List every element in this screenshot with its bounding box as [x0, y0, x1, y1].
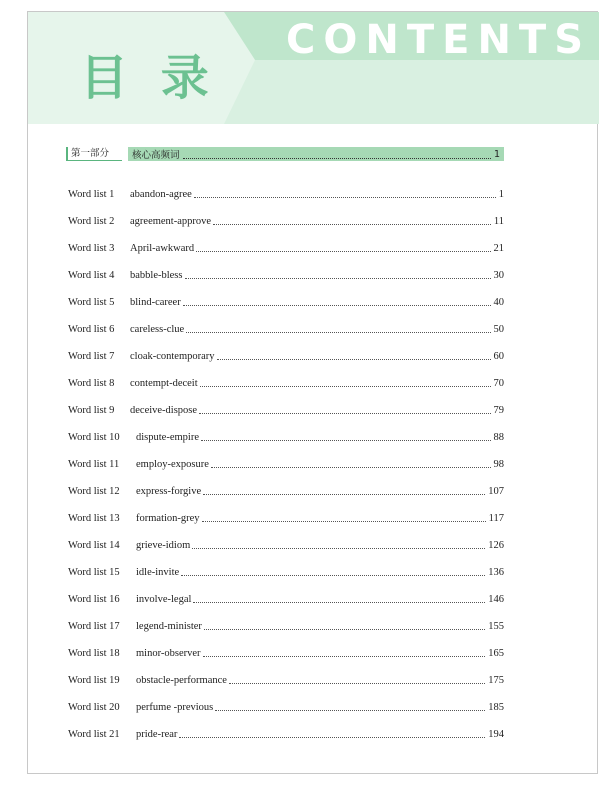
page-number: 30: [493, 270, 504, 281]
toc-entry[interactable]: [68, 350, 504, 364]
page-number: 126: [488, 540, 504, 551]
part-heading-row[interactable]: [66, 146, 504, 162]
page-number: 98: [493, 459, 504, 470]
leader-dots: [213, 224, 491, 225]
leader-dots: [186, 332, 490, 333]
toc-entry[interactable]: [68, 701, 504, 715]
toc-entry[interactable]: [68, 485, 504, 499]
toc-entry[interactable]: [68, 242, 504, 256]
word-list-label: Word list 6: [68, 324, 115, 335]
toc-entry[interactable]: [68, 647, 504, 661]
toc-entry[interactable]: [68, 323, 504, 337]
part-label: 第一部分: [66, 147, 122, 161]
leader-dots: [192, 548, 485, 549]
word-range: perfume -previous: [136, 702, 214, 713]
page-number: 146: [488, 594, 504, 605]
word-range: dispute-empire: [136, 432, 199, 443]
page-number: 136: [488, 567, 504, 578]
page-number: 185: [488, 702, 504, 713]
toc-entry[interactable]: [68, 404, 504, 418]
leader-dots: [202, 521, 486, 522]
page-number: 21: [493, 243, 504, 254]
toc-entry[interactable]: [68, 566, 504, 580]
toc-entry[interactable]: [68, 593, 504, 607]
part-page: 1: [493, 148, 500, 160]
page-number: 107: [488, 486, 504, 497]
word-range: agreement-approve: [130, 216, 212, 227]
leader-dots: [200, 386, 491, 387]
toc-entry[interactable]: [68, 539, 504, 553]
word-range: contempt-deceit: [130, 378, 198, 389]
leader-dots: [201, 440, 491, 441]
leader-dots: [196, 251, 490, 252]
page-number: 40: [493, 297, 504, 308]
word-range: idle-invite: [136, 567, 180, 578]
word-range: express-forgive: [136, 486, 202, 497]
leader-dots: [181, 575, 485, 576]
leader-dots: [199, 413, 490, 414]
toc-entry[interactable]: [68, 269, 504, 283]
word-list-label: Word list 17: [68, 621, 120, 632]
page-number: 165: [488, 648, 504, 659]
page-number: 88: [493, 432, 504, 443]
page-number: 117: [488, 513, 504, 524]
word-list-label: Word list 21: [68, 729, 120, 740]
word-range: employ-exposure: [136, 459, 209, 470]
leader-dots: [193, 602, 485, 603]
toc-entry[interactable]: [68, 296, 504, 310]
word-list-label: Word list 8: [68, 378, 115, 389]
word-list-label: Word list 7: [68, 351, 115, 362]
leader-dots: [183, 150, 491, 159]
word-list-label: Word list 20: [68, 702, 120, 713]
leader-dots: [217, 359, 491, 360]
part-title-bar: [128, 147, 504, 161]
leader-dots: [203, 656, 486, 657]
leader-dots: [183, 305, 491, 306]
toc-entry[interactable]: [68, 431, 504, 445]
leader-dots: [179, 737, 485, 738]
leader-dots: [215, 710, 485, 711]
word-range: blind-career: [130, 297, 181, 308]
word-list-label: Word list 5: [68, 297, 115, 308]
leader-dots: [204, 629, 485, 630]
page-number: 50: [493, 324, 504, 335]
word-list-label: Word list 2: [68, 216, 115, 227]
word-list-label: Word list 18: [68, 648, 120, 659]
word-range: April-awkward: [130, 243, 195, 254]
toc-entry[interactable]: [68, 188, 504, 202]
contents-title-english: CONTENTS: [286, 17, 592, 63]
leader-dots: [194, 197, 496, 198]
leader-dots: [211, 467, 491, 468]
word-range: abandon-agree: [130, 189, 192, 200]
word-range: cloak-contemporary: [130, 351, 215, 362]
contents-title-chinese: 目 录: [80, 50, 217, 106]
word-list-label: Word list 16: [68, 594, 120, 605]
word-list-label: Word list 14: [68, 540, 120, 551]
word-range: formation-grey: [136, 513, 200, 524]
toc-entry[interactable]: [68, 458, 504, 472]
toc-entry[interactable]: [68, 215, 504, 229]
word-range: obstacle-performance: [136, 675, 227, 686]
word-range: deceive-dispose: [130, 405, 198, 416]
page-number: 1: [498, 189, 504, 200]
word-range: minor-observer: [136, 648, 201, 659]
word-list-label: Word list 11: [68, 459, 120, 470]
toc-entry[interactable]: [68, 512, 504, 526]
word-range: pride-rear: [136, 729, 178, 740]
word-list-label: Word list 10: [68, 432, 120, 443]
toc-entry[interactable]: [68, 620, 504, 634]
page-number: 60: [493, 351, 504, 362]
word-list-label: Word list 19: [68, 675, 120, 686]
toc-entry[interactable]: [68, 674, 504, 688]
word-list-label: Word list 1: [68, 189, 115, 200]
leader-dots: [185, 278, 491, 279]
word-list-label: Word list 15: [68, 567, 120, 578]
page-number: 11: [493, 216, 504, 227]
word-list-label: Word list 12: [68, 486, 120, 497]
word-range: legend-minister: [136, 621, 202, 632]
word-list-label: Word list 3: [68, 243, 115, 254]
page-number: 79: [493, 405, 504, 416]
word-range: grieve-idiom: [136, 540, 191, 551]
page-number: 155: [488, 621, 504, 632]
toc-entry[interactable]: [68, 377, 504, 391]
page-number: 194: [488, 729, 504, 740]
word-list-label: Word list 9: [68, 405, 115, 416]
word-list-label: Word list 4: [68, 270, 115, 281]
word-range: involve-legal: [136, 594, 192, 605]
toc-entry[interactable]: [68, 728, 504, 742]
word-list-label: Word list 13: [68, 513, 120, 524]
part-title: 核心高频词: [132, 150, 180, 161]
page-number: 175: [488, 675, 504, 686]
word-range: babble-bless: [130, 270, 183, 281]
leader-dots: [229, 683, 485, 684]
page-number: 70: [493, 378, 504, 389]
word-range: careless-clue: [130, 324, 185, 335]
contents-header: [28, 12, 599, 124]
leader-dots: [203, 494, 485, 495]
